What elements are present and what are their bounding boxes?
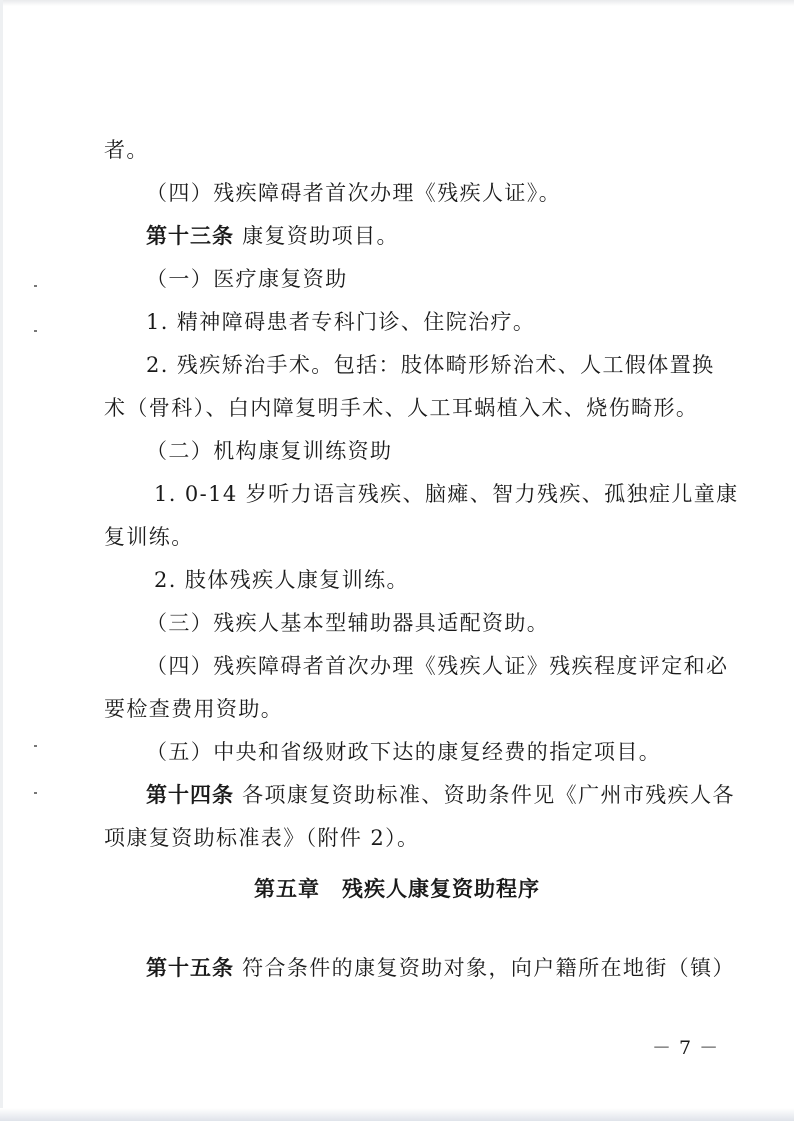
paragraph-line: 者。 [104,138,149,162]
paragraph-line: 项康复资助标准表》（附件 2）。 [104,826,420,850]
paragraph-line: （二）机构康复训练资助 [146,439,393,463]
scan-artifact-mark [34,792,37,794]
article-13-label: 第十三条 [146,224,234,248]
scan-artifact-mark [34,745,37,747]
article-15-line [146,955,735,981]
paragraph-line: 复训练。 [104,525,194,549]
page-bottom-edge [0,1108,794,1121]
paragraph-line: 2. 肢体残疾人康复训练。 [154,568,409,592]
paragraph-line: （一）医疗康复资助 [146,267,348,291]
article-13-text: 康复资助项目。 [242,224,399,248]
scan-artifact-mark [34,330,37,332]
paragraph-line: 术（骨科）、白内障复明手术、人工耳蜗植入术、烧伤畸形。 [104,396,699,420]
paragraph-line: 2. 残疾矫治手术。包括：肢体畸形矫治术、人工假体置换 [146,353,715,377]
article-14-label: 第十四条 [146,783,234,807]
article-14-line [146,782,735,808]
paragraph-line: 1. 0-14 岁听力语言残疾、脑瘫、智力残疾、孤独症儿童康 [154,482,739,506]
paragraph-line: 1. 精神障碍患者专科门诊、住院治疗。 [146,310,536,334]
page-left-edge [0,0,3,1121]
paragraph-line: 要检查费用资助。 [104,697,284,721]
paragraph-line: （四）残疾障碍者首次办理《残疾人证》。 [146,181,562,205]
article-15-text: 符合条件的康复资助对象，向户籍所在地街（镇） [242,956,735,980]
article-14-text: 各项康复资助标准、资助条件见《广州市残疾人各 [242,783,735,807]
page-number: － 7 － [652,1037,720,1059]
scan-artifact-mark [34,285,37,287]
article-13-line [146,223,399,249]
paragraph-line: （三）残疾人基本型辅助器具适配资助。 [146,611,550,635]
page-top-edge [0,0,794,6]
chapter-heading: 第五章 残疾人康复资助程序 [254,877,540,901]
paragraph-line: （五）中央和省级财政下达的康复经费的指定项目。 [146,740,662,764]
paragraph-line: （四）残疾障碍者首次办理《残疾人证》残疾程度评定和必 [146,654,729,678]
article-15-label: 第十五条 [146,956,234,980]
